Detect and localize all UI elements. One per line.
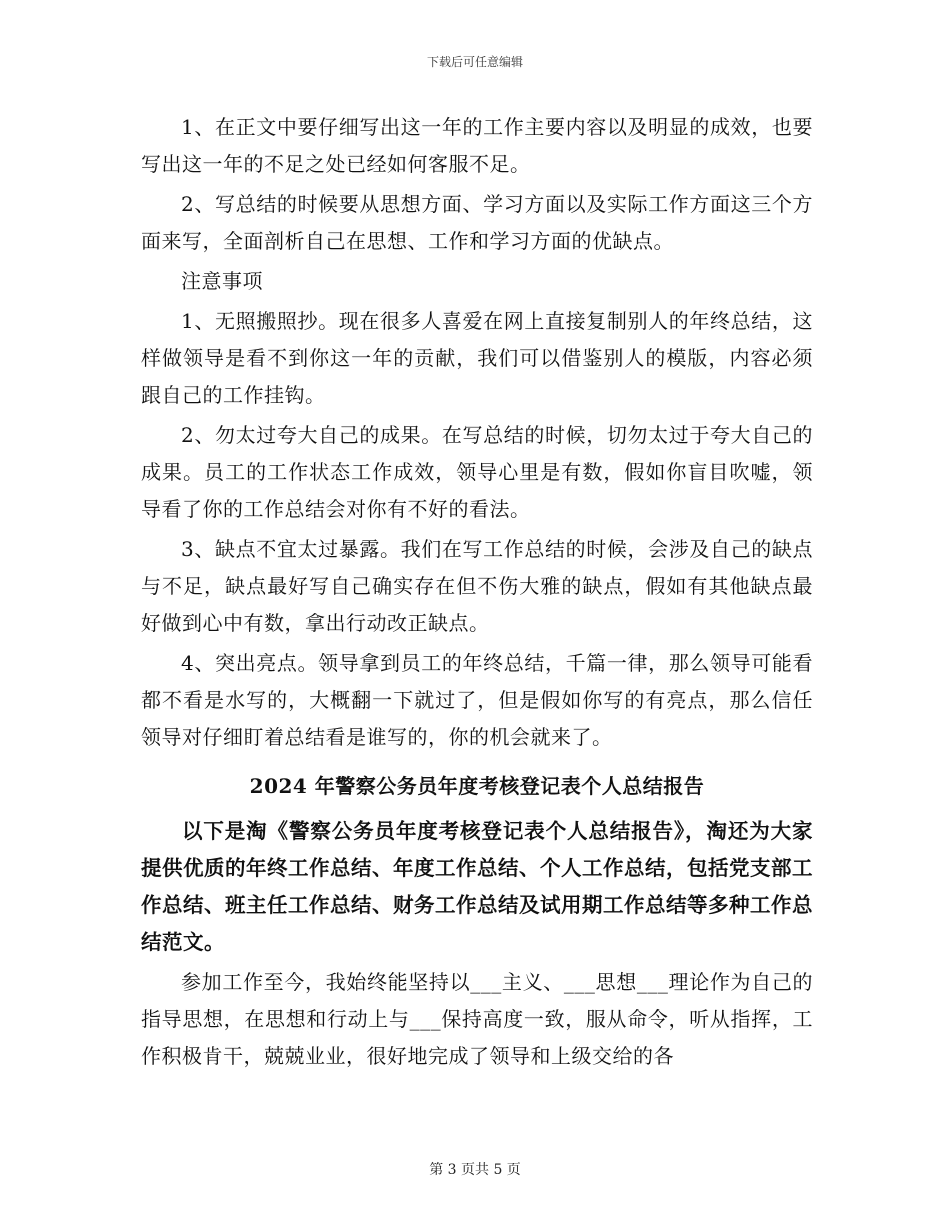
- section-title: 2024 年警察公务员年度考核登记表个人总结报告: [249, 774, 705, 798]
- intro-paragraph: 以下是淘《警察公务员年度考核登记表个人总结报告》，淘还为大家提供优质的年终工作总结、年度工作总结、个人工作总结，包括党支部工作总结、班主任工作总结、财务工作总结及试用期工作总结等多种工作总结范文。: [141, 819, 813, 954]
- paragraph-requirement-2: 2、写总结的时候要从思想方面、学习方面以及实际工作方面这三个方面来写，全面剖析自己在思想、工作和学习方面的优缺点。: [141, 192, 813, 253]
- document-body: [141, 109, 813, 1075]
- page-footer: 第 3 页共 5 页: [429, 1162, 521, 1178]
- paragraph-requirement-1: 1、在正文中要仔细写出这一年的工作主要内容以及明显的成效，也要写出这一年的不足之处已经如何客服不足。: [141, 115, 813, 176]
- notes-heading: 注意事项: [181, 269, 263, 293]
- paragraph-note-2: 2、勿太过夸大自己的成果。在写总结的时候，切勿太过于夸大自己的成果。员工的工作状态工作成效，领导心里是有数，假如你盲目吹嘘，领导看了你的工作总结会对你有不好的看法。: [141, 423, 813, 521]
- paragraph-note-4: 4、突出亮点。领导拿到员工的年终总结，千篇一律，那么领导可能看都不看是水写的，大概翻一下就过了，但是假如你写的有亮点，那么信任领导对仔细盯着总结看是谁写的，你的机会就来了。: [141, 651, 813, 749]
- paragraph-note-1: 1、无照搬照抄。现在很多人喜爱在网上直接复制别人的年终总结，这样做领导是看不到你这一年的贡献，我们可以借鉴别人的模版，内容必须跟自己的工作挂钩。: [141, 309, 813, 407]
- paragraph-note-3: 3、缺点不宜太过暴露。我们在写工作总结的时候，会涉及自己的缺点与不足，缺点最好写自己确实存在但不伤大雅的缺点，假如有其他缺点最好做到心中有数，拿出行动改正缺点。: [141, 537, 813, 635]
- body-paragraph: 参加工作至今，我始终能坚持以___主义、___思想___理论作为自己的指导思想，在思想和行动上与___保持高度一致，服从命令，听从指挥，工作积极肯干，兢兢业业，很好地完成了领导和上级交给的各: [141, 970, 813, 1068]
- page-header: 下载后可任意编辑: [426, 55, 523, 69]
